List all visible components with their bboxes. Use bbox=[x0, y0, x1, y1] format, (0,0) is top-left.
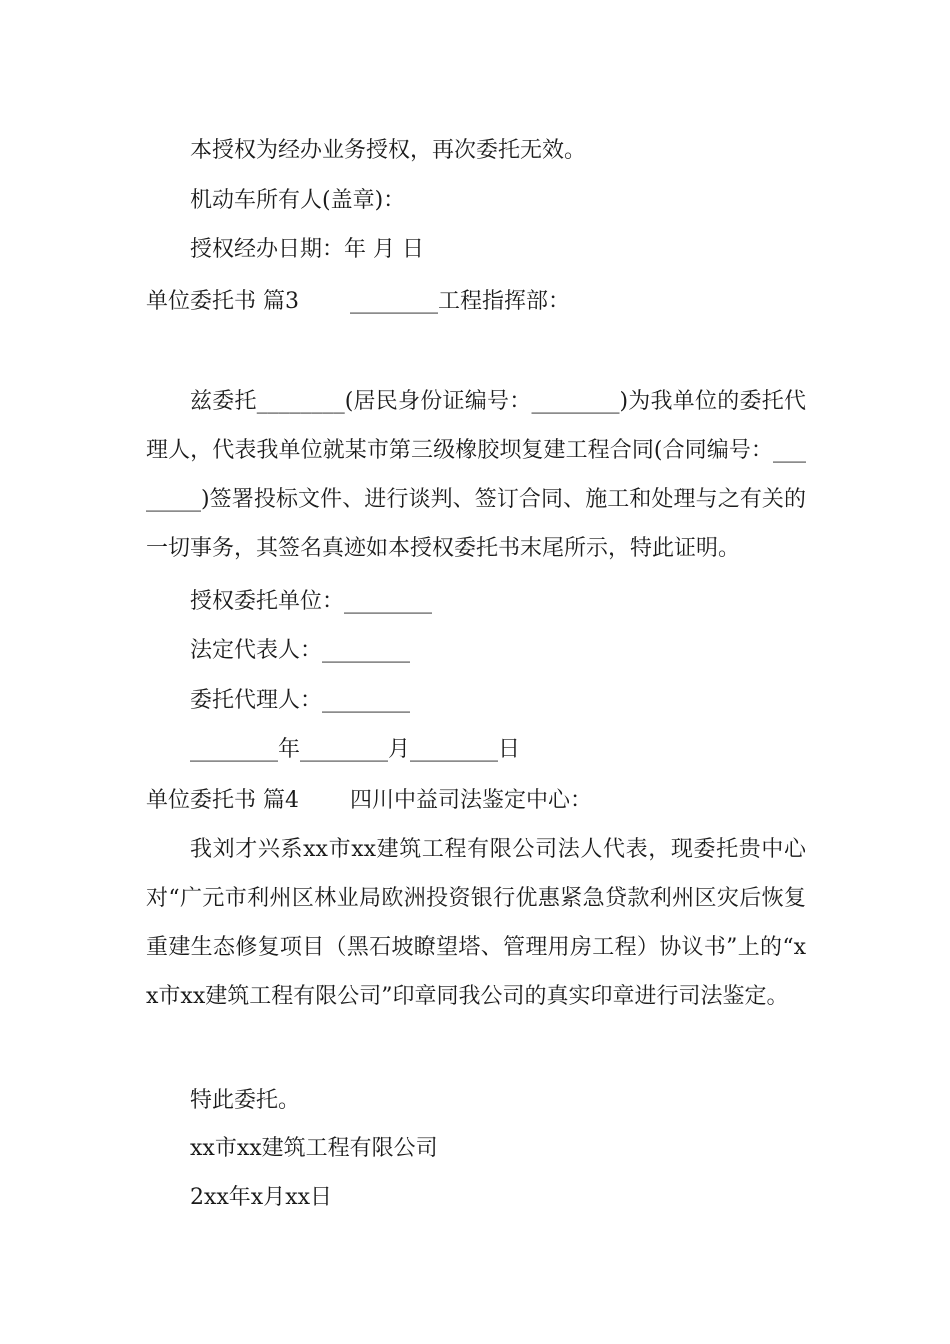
section3-addressee: ________工程指挥部： bbox=[350, 289, 571, 314]
section4-heading-row bbox=[146, 786, 806, 816]
section4-company: xx市xx建筑工程有限公司 bbox=[190, 1136, 438, 1161]
section3-field-unit: 授权委托单位：________ bbox=[190, 589, 433, 614]
section4-date: 2xx年x月xx日 bbox=[190, 1185, 333, 1210]
section3-field-date: ________年________月________日 bbox=[190, 737, 521, 762]
section4-addressee: 四川中益司法鉴定中心： bbox=[350, 788, 593, 813]
section3-body: 兹委托________(居民身份证编号：________)为我单位的委托代理人，代表我单位就某市第三级橡胶坝复建工程合同(合同编号：________)签署投标文件、进行谈判、签订合同、施工和处理与之有关的一切事务，其签名真迹如本授权委托书末尾所示，特此证明。 bbox=[146, 389, 806, 561]
section4-closing: 特此委托。 bbox=[190, 1088, 301, 1113]
section3-heading: 单位委托书 篇3 bbox=[146, 289, 299, 314]
section3-field-legal-rep: 法定代表人：________ bbox=[190, 638, 411, 663]
section3-heading-row bbox=[146, 287, 806, 317]
section4-heading: 单位委托书 篇4 bbox=[146, 788, 299, 813]
section4-body: 我刘才兴系xx市xx建筑工程有限公司法人代表，现委托贵中心对“广元市利州区林业局欧洲投资银行优惠紧急贷款利州区灾后恢复重建生态修复项目（黑石坡瞭望塔、管理用房工程）协议书”上的“xx市xx建筑工程有限公司”印章同我公司的真实印章进行司法鉴定。 bbox=[146, 837, 806, 1009]
authorization-note: 本授权为经办业务授权，再次委托无效。 bbox=[190, 138, 587, 163]
authorization-date-line: 授权经办日期：年 月 日 bbox=[190, 237, 424, 262]
section3-field-agent: 委托代理人：________ bbox=[190, 688, 411, 713]
vehicle-owner-seal-line: 机动车所有人(盖章)： bbox=[190, 188, 406, 213]
